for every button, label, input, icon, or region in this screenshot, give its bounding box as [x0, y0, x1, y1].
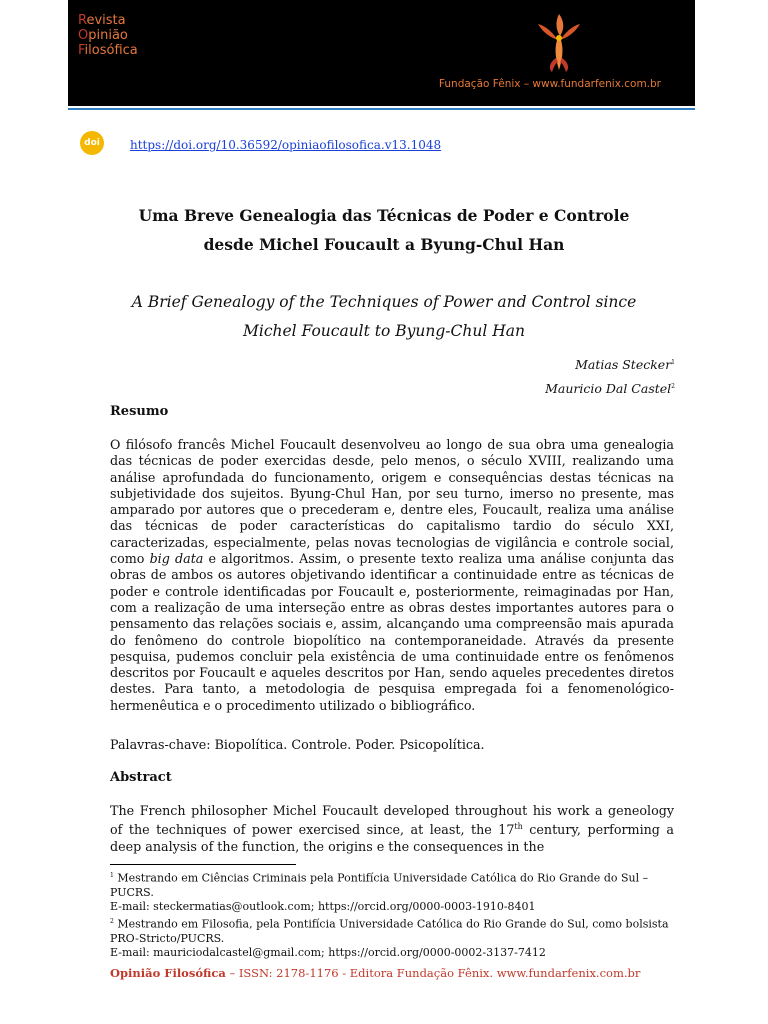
footnote-1-text: Mestrando em Ciências Criminais pela Pontifícia Universidade Católica do Rio Grande do Sul – PUCRS.	[110, 871, 649, 899]
phoenix-logo-icon	[534, 8, 584, 74]
journal-header-banner	[68, 0, 695, 106]
footer-issn-publisher: – ISSN: 2178-1176 - Editora Fundação Fênix. www.fundarfenix.com.br	[225, 966, 641, 980]
footnote-2-email[interactable]: E-mail: mauriciodalcastel@gmail.com; https://orcid.org/0000-0002-3137-7412	[110, 945, 546, 959]
footnote-2-text: Mestrando em Filosofia, pela Pontifícia Universidade Católica do Rio Grande do Sul, como bolsista PRO-Stricto/PUCRS.	[110, 917, 669, 945]
header-divider	[68, 108, 695, 110]
article-title	[110, 201, 658, 259]
resumo-italic-term: big data	[149, 551, 204, 567]
resumo-paragraph	[110, 437, 674, 714]
abstract-heading: Abstract	[110, 770, 172, 785]
author-1-name: Matias Stecker	[575, 357, 672, 372]
footer-journal-name: Opinião Filosófica	[110, 966, 226, 980]
author-2	[545, 381, 675, 396]
abstract-paragraph	[110, 803, 674, 855]
resumo-text-part-2: e algoritmos. Assim, o presente texto realiza uma análise conjunta das obras de ambos os autores objetivando identificar a continuidade entre as técnicas de poder e controle identificadas por Foucault e, posteriormente, reimaginadas por Han, com a realização de uma interseção entre as obras destes importantes autores para o pensamento das relações sociais e, assim, alcançando uma compreensão mais apurada do fenômeno do controle biopolítico na contemporaneidade. Através da presente pesquisa, pudemos concluir pela existência de uma continuidade entre os fenômenos descritos por Foucault e aqueles descritos por Han, sendo aqueles precedentes diretos destes. Para tanto, a metodologia de pesquisa empregada foi a fenomenológico-hermenêutica e o procedimento utilizado o bibliográfico.	[110, 551, 674, 713]
article-subtitle-english	[110, 288, 658, 346]
doi-icon: doi	[80, 131, 104, 155]
author-1	[575, 357, 675, 372]
journal-name-rest-1: evista	[86, 13, 126, 28]
footnotes	[110, 869, 680, 960]
abstract-text-part-1: The French philosopher Michel Foucault developed throughout his work a geneology of the techniques of power exercised since, at least, the 17	[110, 803, 674, 838]
abstract-text-part-2: century, performing a deep analysis of the function, the origins e the consequences in the	[110, 822, 674, 854]
journal-name-cap-3: F	[78, 43, 85, 58]
footnote-divider	[110, 864, 296, 865]
author-2-name: Mauricio Dal Castel	[545, 381, 672, 396]
doi-link[interactable]: https://doi.org/10.36592/opiniaofilosofica.v13.1048	[130, 138, 442, 152]
page-footer	[110, 966, 670, 980]
journal-name-rest-3: ilosófica	[84, 43, 138, 58]
article-title-line-1: Uma Breve Genealogia das Técnicas de Poder e Controle	[138, 206, 630, 225]
journal-name-rest-2: pinião	[88, 28, 128, 43]
journal-name-cap-2: O	[78, 28, 89, 43]
article-title-line-2: desde Michel Foucault a Byung-Chul Han	[203, 235, 565, 254]
author-1-footnote-mark[interactable]: 1	[671, 358, 675, 366]
footnote-1	[110, 869, 680, 900]
article-subtitle-line-2: Michel Foucault to Byung-Chul Han	[243, 322, 525, 340]
keywords-line: Palavras-chave: Biopolítica. Controle. Poder. Psicopolítica.	[110, 737, 485, 752]
journal-name-cap-1: R	[78, 13, 87, 28]
footnote-2-mark: 2	[110, 917, 114, 925]
author-2-footnote-mark[interactable]: 2	[671, 382, 675, 390]
abstract-superscript: th	[514, 822, 523, 832]
resumo-text-part-1: O filósofo francês Michel Foucault desenvolveu ao longo de sua obra uma genealogia das técnicas de poder exercidas desde, pelo menos, o século XVIII, realizando uma análise aprofundada do funcionamento, origem e consequências destas técnicas na subjetividade dos sujeitos. Byung-Chul Han, por seu turno, imerso no presente, mas amparado por autores que o precederam e, dentre eles, Foucault, realiza uma análise das técnicas de poder características do capitalismo tardio do século XXI, caracterizadas, especialmente, pelas novas tecnologias de vigilância e controle social, como	[110, 437, 674, 567]
footnote-1-mark: 1	[110, 872, 114, 879]
footnote-2	[110, 915, 680, 946]
foundation-credit: Fundação Fênix – www.fundarfenix.com.br	[438, 78, 661, 90]
article-subtitle-line-1: A Brief Genealogy of the Techniques of Power and Control since	[131, 293, 637, 311]
footnote-1-email[interactable]: E-mail: steckermatias@outlook.com; https://orcid.org/0000-0003-1910-8401	[110, 900, 536, 914]
resumo-heading: Resumo	[110, 404, 169, 419]
journal-logo-text	[78, 13, 138, 58]
